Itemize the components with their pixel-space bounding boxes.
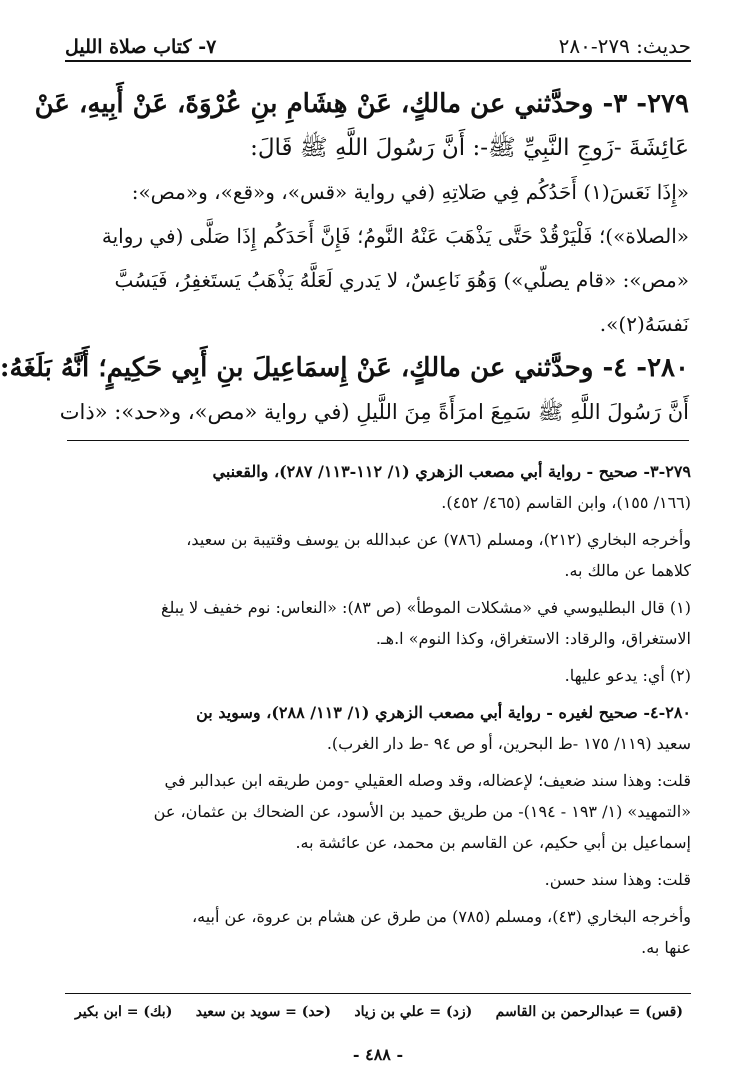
hadith-280-text: [0, 346, 689, 434]
hadith-line: نَفسَهُ(٢)».: [599, 312, 689, 336]
header-hadith-range: حديث: ٢٧٩-٢٨٠: [558, 34, 691, 58]
note-line: (١٦٦/ ١٥٥)، وابن القاسم (٤٦٥/ ٤٥٢).: [441, 493, 691, 512]
note-line: (١) قال البطليوسي في «مشكلات الموطأ» (ص ٨٣): «النعاس: نوم خفيف لا يبلغ: [160, 598, 691, 617]
note-line: كلاهما عن مالك به.: [564, 561, 691, 580]
hadith-line: عَائِشَةَ -زَوجِ النَّبِيِّ ﷺ-: أَنَّ رَسُولَ اللَّهِ ﷺ قَالَ:: [250, 135, 689, 161]
footer-divider: [65, 993, 691, 994]
hadith-line: «مص»: «قام يصلّي») وَهُوَ نَاعِسٌ، لا يَدري لَعَلَّهُ يَذْهَبُ يَستَغفِرُ، فَيَسُبَّ: [114, 268, 689, 292]
note-paragraph: [65, 765, 691, 858]
note-paragraph: [65, 592, 691, 654]
abbreviation-item: (زد) = علي بن زياد: [354, 1004, 473, 1020]
note-line: الاستغراق، والرقاد: الاستغراق، وكذا النوم» ا.هـ.: [375, 629, 691, 648]
hadith-line: «إِذَا نَعَسَ(١) أَحَدُكُم فِي صَلاتِهِ (في رواية «قس»، و«قع»، و«مص»:: [131, 180, 689, 204]
abbreviation-item: (بك) = ابن بكير: [75, 1004, 173, 1020]
text-notes-divider: [67, 440, 689, 441]
abbreviation-item: (قس) = عبدالرحمن بن القاسم: [495, 1004, 683, 1020]
note-line: إسماعيل بن أبي حكيم، عن القاسم بن محمد، عن عائشة به.: [295, 833, 691, 852]
note-line: ٢٨٠-٤- صحيح لغيره - رواية أبي مصعب الزهري (١/ ١١٣/ ٢٨٨)، وسويد بن: [196, 703, 691, 722]
hadith-line: ٢٨٠- ٤- وحدَّثني عن مالكٍ، عَنْ إِسمَاعِيلَ بنِ أَبِي حَكِيمٍ؛ أَنَّهُ بَلَغَهُ:: [0, 353, 689, 383]
note-line: (٢) أي: يدعو عليها.: [564, 666, 691, 685]
abbreviation-item: (حد) = سويد بن سعيد: [195, 1004, 332, 1020]
footnotes: [65, 456, 691, 969]
hadith-279-text: [34, 82, 689, 346]
note-line: قلت: وهذا سند ضعيف؛ لإعضاله، وقد وصله العقيلي -ومن طريقه ابن عبدالبر في: [164, 771, 691, 790]
note-paragraph: [65, 864, 691, 895]
note-line: وأخرجه البخاري (٢١٢)، ومسلم (٧٨٦) عن عبدالله بن يوسف وقتيبة بن سعيد،: [186, 530, 691, 549]
note-line: سعيد (١١٩/ ١٧٥ -ط البحرين، أو ص ٩٤ -ط دار الغرب).: [326, 734, 691, 753]
page-number: - ٤٨٨ -: [352, 1045, 404, 1064]
note-line: «التمهيد» (١/ ١٩٣ - ١٩٤)- من طريق حميد بن الأسود، عن الضحاك بن عثمان، عن: [153, 802, 691, 821]
abbreviation-key: [75, 1004, 683, 1020]
note-paragraph: [65, 660, 691, 691]
hadith-line: أَنَّ رَسُولَ اللَّهِ ﷺ سَمِعَ امرَأَةً مِنَ اللَّيلِ (في رواية «مص»، و«حد»: «ذات: [59, 400, 689, 424]
note-paragraph: [65, 456, 691, 518]
header-chapter-title: ٧- كتاب صلاة الليل: [65, 36, 217, 58]
note-line: وأخرجه البخاري (٤٣)، ومسلم (٧٨٥) من طرق عن هشام بن عروة، عن أبيه،: [191, 907, 691, 926]
note-paragraph: [65, 524, 691, 586]
note-line: عنها به.: [641, 938, 691, 957]
note-line: ٢٧٩-٣- صحيح - رواية أبي مصعب الزهري (١/ ١١٢-١١٣/ ٢٨٧)، والقعنبي: [212, 462, 691, 481]
note-line: قلت: وهذا سند حسن.: [544, 870, 691, 889]
note-paragraph: [65, 901, 691, 963]
hadith-line: ٢٧٩- ٣- وحدَّثني عن مالكٍ، عَنْ هِشَامِ بنِ عُرْوَةَ، عَنْ أَبِيهِ، عَنْ: [34, 89, 689, 119]
running-header: [65, 28, 691, 62]
hadith-line: «الصلاة»)؛ فَلْيَرْقُدْ حَتَّى يَذْهَبَ عَنْهُ النَّومُ؛ فَإِنَّ أَحَدَكُم إِذَا صَلَّى (في رواية: [101, 224, 689, 248]
note-paragraph: [65, 697, 691, 759]
